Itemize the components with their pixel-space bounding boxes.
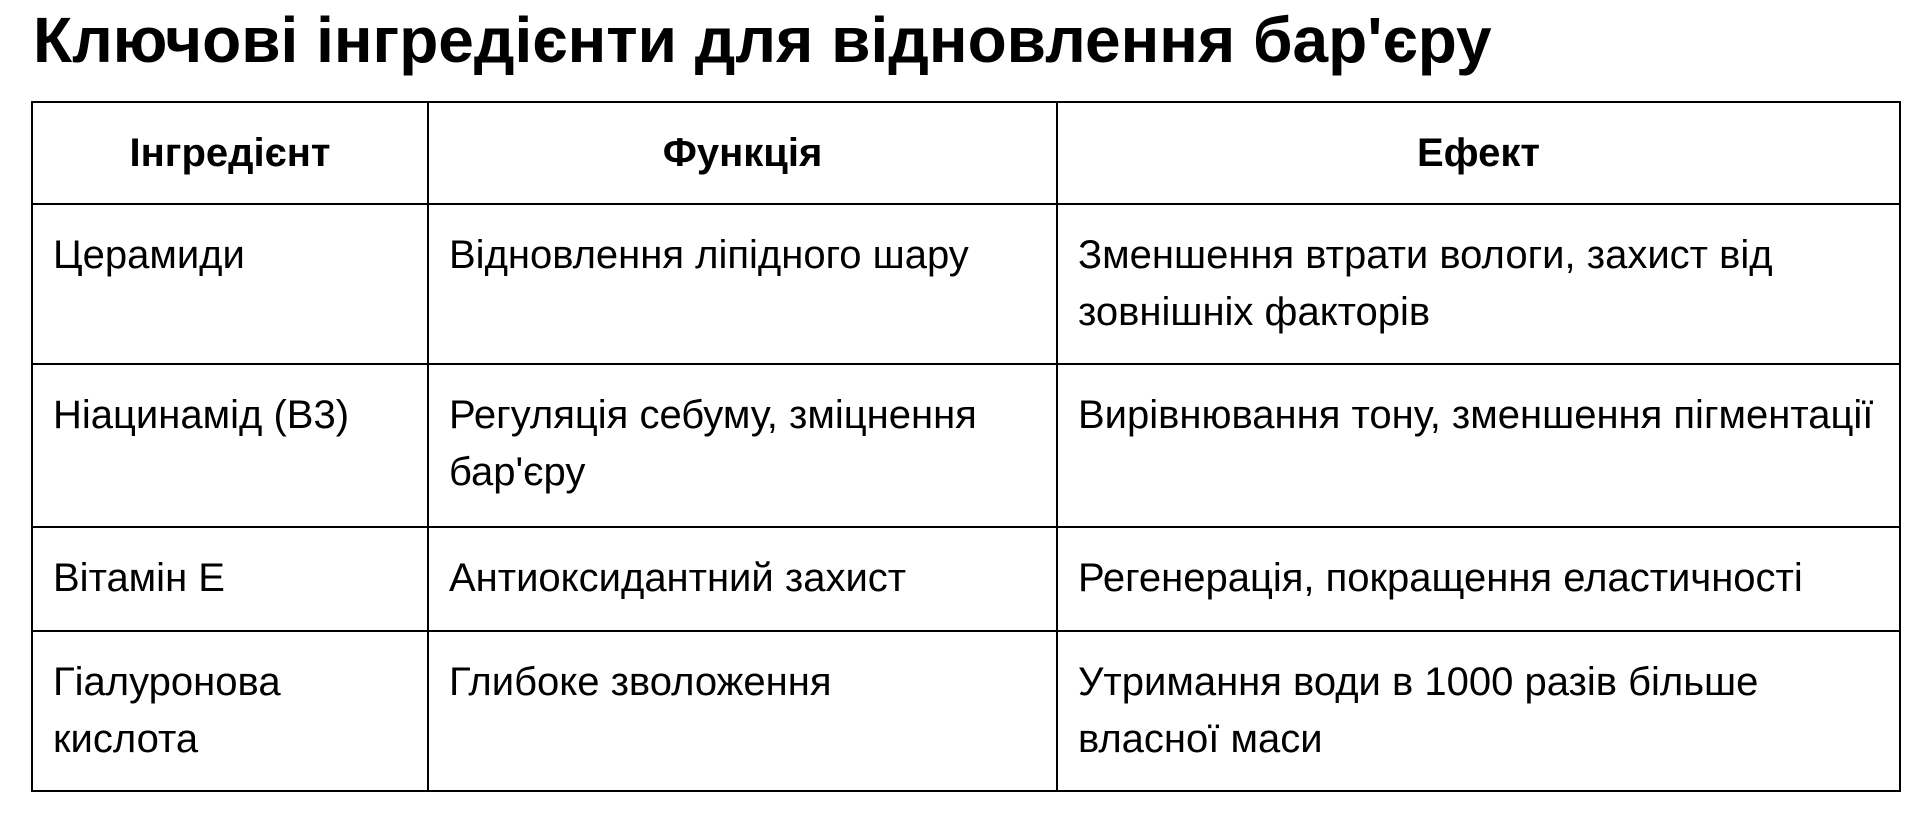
column-header-ingredient: Інгредієнт (32, 102, 428, 204)
table-row (32, 631, 1900, 791)
cell-effect: Регенерація, покращення еластичності (1057, 527, 1900, 631)
cell-ingredient: Церамиди (32, 204, 428, 364)
cell-effect: Утримання води в 1000 разів більше власної маси (1057, 631, 1900, 791)
cell-function: Антиоксидантний захист (428, 527, 1057, 631)
table-row (32, 527, 1900, 631)
column-header-function: Функція (428, 102, 1057, 204)
cell-effect: Вирівнювання тону, зменшення пігментації (1057, 364, 1900, 527)
cell-ingredient: Гіалуронова кислота (32, 631, 428, 791)
page-title: Ключові інгредієнти для відновлення бар'єру (33, 4, 1492, 76)
cell-function: Регуляція себуму, зміцнення бар'єру (428, 364, 1057, 527)
cell-function: Глибоке зволоження (428, 631, 1057, 791)
cell-ingredient: Ніацинамід (B3) (32, 364, 428, 527)
table-row (32, 204, 1900, 364)
cell-function: Відновлення ліпідного шару (428, 204, 1057, 364)
table-row (32, 364, 1900, 527)
ingredients-table (31, 101, 1901, 792)
column-header-effect: Ефект (1057, 102, 1900, 204)
cell-ingredient: Вітамін Е (32, 527, 428, 631)
table-header-row (32, 102, 1900, 204)
cell-effect: Зменшення втрати вологи, захист від зовнішніх факторів (1057, 204, 1900, 364)
